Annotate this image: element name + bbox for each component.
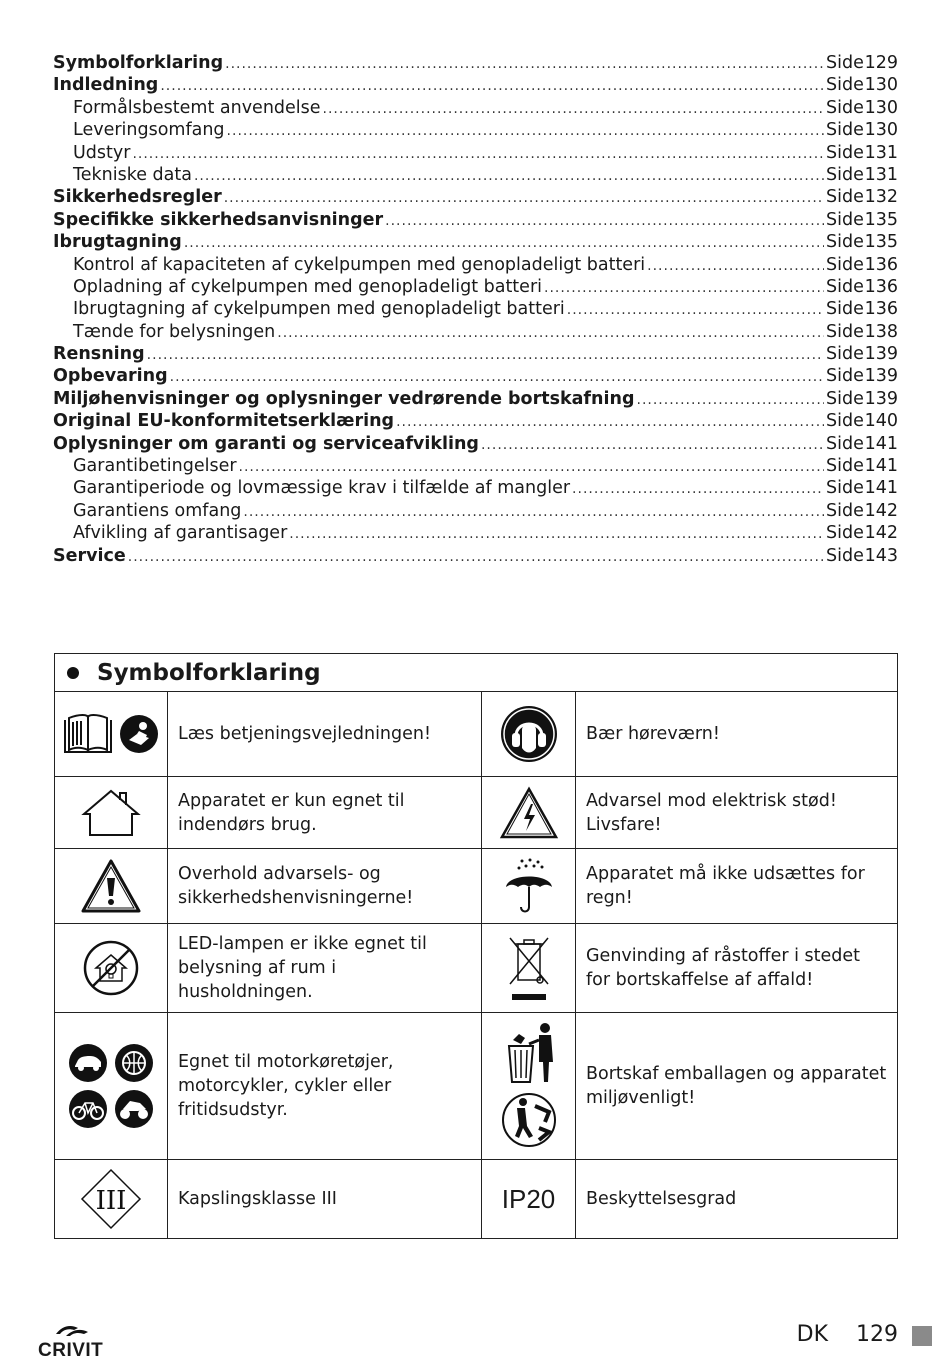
toc-page-number: 129 — [864, 53, 898, 73]
ip20-label — [482, 1160, 576, 1238]
toc-leader-dots — [224, 187, 824, 209]
toc-side-label: Side — [826, 75, 864, 96]
toc-side-label: Side — [826, 388, 864, 409]
toc-entry — [53, 388, 898, 410]
toc-leader-dots — [227, 120, 824, 142]
toc-entry — [53, 410, 898, 432]
toc-side-label: Side — [826, 411, 864, 432]
symbol-legend-heading — [55, 654, 897, 692]
toc-leader-dots — [184, 232, 824, 254]
toc-leader-dots — [637, 389, 825, 411]
toc-entry-title: Ibrugtagning — [53, 232, 182, 253]
toc-side-label: Side — [826, 53, 864, 73]
toc-entry — [53, 209, 898, 231]
brand-logo — [38, 1322, 103, 1362]
toc-side-label: Side — [826, 232, 864, 253]
page-number: 129 — [856, 1322, 898, 1347]
toc-entry-title: Opladning af cykelpumpen med genopladeligt batteri — [73, 276, 542, 297]
toc-side-label: Side — [826, 456, 864, 477]
toc-page-number: 138 — [864, 321, 898, 342]
toc-entry — [53, 477, 898, 499]
toc-entry-title: Miljøhenvisninger og oplysninger vedrørende bortskafning — [53, 388, 635, 409]
hearing-protection-icon — [482, 692, 576, 776]
vehicles-icon — [55, 1013, 168, 1159]
toc-page-number: 141 — [864, 433, 898, 454]
symbol-row — [55, 1013, 897, 1160]
toc-side-label: Side — [826, 433, 864, 454]
toc-side-label: Side — [826, 142, 864, 163]
toc-entry-title: Formålsbestemt anvendelse — [73, 97, 321, 118]
toc-entry — [53, 164, 898, 186]
toc-entry — [53, 298, 898, 320]
toc-side-label: Side — [826, 276, 864, 297]
toc-page-number: 140 — [864, 411, 898, 432]
toc-entry-title: Afvikling af garantisager — [73, 523, 288, 544]
toc-side-label: Side — [826, 478, 864, 499]
symbol-description: LED-lampen er ikke egnet til belysning af rum i husholdningen. — [168, 924, 482, 1012]
crivit-logo-icon — [54, 1322, 94, 1338]
toc-entry-title: Tekniske data — [73, 164, 192, 185]
house-icon — [55, 777, 168, 848]
toc-side-label: Side — [826, 344, 864, 365]
toc-entry-title: Specifikke sikkerhedsanvisninger — [53, 209, 384, 230]
toc-page-number: 142 — [864, 500, 898, 521]
read-manual-icon — [55, 692, 168, 776]
toc-page-number: 135 — [864, 232, 898, 253]
bullet-icon — [67, 667, 79, 679]
toc-side-label: Side — [826, 321, 864, 342]
toc-entry — [53, 455, 898, 477]
toc-page-number: 135 — [864, 209, 898, 230]
brand-name: CRIVIT — [38, 1340, 104, 1361]
toc-leader-dots — [239, 456, 824, 478]
toc-entry — [53, 74, 898, 96]
toc-entry — [53, 97, 898, 119]
symbol-description: Overhold advarsels- og sikkerhedshenvisningerne! — [168, 849, 482, 923]
toc-entry-title: Service — [53, 545, 126, 566]
toc-leader-dots — [323, 98, 824, 120]
toc-entry-title: Garantiens omfang — [73, 500, 242, 521]
toc-entry-title: Tænde for belysningen — [73, 321, 276, 342]
toc-side-label: Side — [826, 366, 864, 387]
toc-entry — [53, 522, 898, 544]
toc-page-number: 139 — [864, 344, 898, 365]
toc-leader-dots — [277, 322, 824, 344]
symbol-description: Apparatet må ikke udsættes for regn! — [586, 864, 865, 908]
table-of-contents — [53, 52, 898, 567]
symbol-row — [55, 692, 897, 777]
toc-entry — [53, 254, 898, 276]
toc-page-number: 142 — [864, 523, 898, 544]
toc-page-number: 130 — [864, 97, 898, 118]
toc-page-number: 136 — [864, 299, 898, 320]
toc-page-number: 141 — [864, 478, 898, 499]
dispose-recycle-icon — [482, 1013, 576, 1159]
toc-entry-title: Symbolforklaring — [53, 53, 224, 73]
toc-side-label: Side — [826, 97, 864, 118]
toc-leader-dots — [132, 143, 824, 165]
toc-entry-title: Garantiperiode og lovmæssige krav i tilfælde af mangler — [73, 478, 571, 499]
toc-page-number: 130 — [864, 75, 898, 96]
symbol-description: Apparatet er kun egnet til indendørs brug. — [168, 777, 482, 848]
symbol-description: Bortskaf emballagen og apparatet miljøvenligt! — [586, 1064, 887, 1108]
toc-side-label: Side — [826, 120, 864, 141]
page-marker — [912, 1326, 932, 1346]
symbol-description: Egnet til motorkøretøjer, motorcykler, cykler eller fritidsudstyr. — [168, 1013, 482, 1159]
toc-entry-title: Udstyr — [73, 142, 131, 163]
toc-page-number: 130 — [864, 120, 898, 141]
symbol-description: Bær høreværn! — [586, 724, 720, 744]
toc-side-label: Side — [826, 164, 864, 185]
toc-entry — [53, 365, 898, 387]
toc-entry-title: Sikkerhedsregler — [53, 187, 222, 208]
toc-page-number: 131 — [864, 142, 898, 163]
toc-page-number: 143 — [864, 545, 898, 566]
toc-side-label: Side — [826, 500, 864, 521]
symbol-description: Kapslingsklasse III — [168, 1160, 482, 1238]
protection-class-iii-icon — [55, 1160, 168, 1238]
toc-entry-title: Rensning — [53, 344, 145, 365]
toc-leader-dots — [544, 277, 824, 299]
symbol-row — [55, 849, 897, 924]
page-footer — [797, 1322, 898, 1347]
umbrella-rain-icon — [482, 849, 576, 923]
toc-leader-dots — [170, 366, 824, 388]
toc-leader-dots — [385, 210, 824, 232]
toc-entry-title: Leveringsomfang — [73, 120, 225, 141]
toc-side-label: Side — [826, 209, 864, 230]
toc-side-label: Side — [826, 254, 864, 275]
toc-entry-title: Indledning — [53, 75, 159, 96]
toc-entry-title: Ibrugtagning af cykelpumpen med genopladeligt batteri — [73, 299, 565, 320]
toc-leader-dots — [225, 53, 824, 75]
toc-page-number: 141 — [864, 456, 898, 477]
toc-entry-title: Oplysninger om garanti og serviceafvikling — [53, 433, 479, 454]
toc-page-number: 139 — [864, 388, 898, 409]
no-household-lamp-icon — [55, 924, 168, 1012]
toc-entry — [53, 500, 898, 522]
symbol-legend-title: Symbolforklaring — [97, 659, 321, 686]
toc-entry — [53, 186, 898, 208]
toc-entry-title: Opbevaring — [53, 366, 168, 387]
toc-side-label: Side — [826, 187, 864, 208]
toc-entry — [53, 433, 898, 455]
toc-entry-title: Original EU-konformitetserklæring — [53, 411, 395, 432]
electric-shock-icon — [482, 777, 576, 848]
toc-page-number: 136 — [864, 276, 898, 297]
crossed-bin-icon — [482, 924, 576, 1012]
warning-icon — [55, 849, 168, 923]
toc-page-number: 131 — [864, 164, 898, 185]
toc-entry — [53, 119, 898, 141]
ip20-text: IP20 — [501, 1183, 556, 1214]
toc-entry — [53, 276, 898, 298]
toc-entry-title: Kontrol af kapaciteten af cykelpumpen med genopladeligt batteri — [73, 254, 646, 275]
symbol-row — [55, 924, 897, 1013]
toc-leader-dots — [572, 478, 824, 500]
toc-leader-dots — [128, 546, 824, 568]
symbol-row — [55, 1160, 897, 1238]
toc-leader-dots — [194, 165, 824, 187]
toc-leader-dots — [160, 75, 824, 97]
toc-entry-title: Garantibetingelser — [73, 456, 237, 477]
symbol-description: Genvinding af råstoffer i stedet for bortskaffelse af affald! — [586, 946, 861, 990]
protection-class-label: III — [95, 1186, 127, 1216]
toc-leader-dots — [289, 523, 824, 545]
toc-entry — [53, 343, 898, 365]
toc-entry — [53, 52, 898, 74]
toc-entry — [53, 545, 898, 567]
symbol-row — [55, 777, 897, 849]
toc-page-number: 136 — [864, 254, 898, 275]
toc-leader-dots — [147, 344, 824, 366]
symbol-description: Advarsel mod elektrisk stød! Livsfare! — [586, 790, 837, 835]
symbol-legend-table — [54, 653, 898, 1239]
symbol-description: Læs betjeningsvejledningen! — [168, 692, 482, 776]
symbol-description: Beskyttelsesgrad — [586, 1189, 737, 1209]
toc-leader-dots — [481, 434, 824, 456]
toc-entry — [53, 321, 898, 343]
toc-page-number: 139 — [864, 366, 898, 387]
toc-side-label: Side — [826, 545, 864, 566]
toc-side-label: Side — [826, 299, 864, 320]
toc-entry — [53, 142, 898, 164]
toc-leader-dots — [243, 501, 824, 523]
language-code: DK — [796, 1322, 828, 1347]
toc-leader-dots — [647, 255, 824, 277]
toc-leader-dots — [396, 411, 824, 433]
toc-entry — [53, 231, 898, 253]
toc-side-label: Side — [826, 523, 864, 544]
toc-page-number: 132 — [864, 187, 898, 208]
toc-leader-dots — [567, 299, 824, 321]
